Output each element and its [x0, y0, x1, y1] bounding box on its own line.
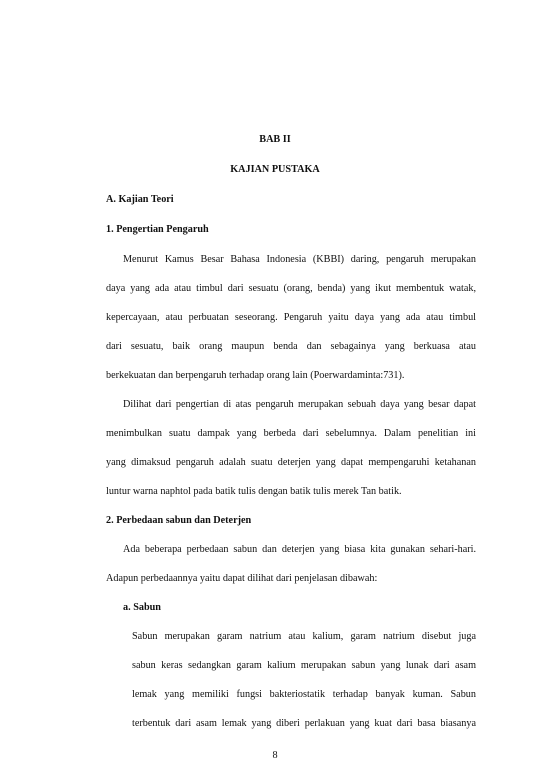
chapter-label: BAB II	[259, 134, 291, 145]
para1-line: daya yang ada atau timbul dari sesuatu (orang, benda) yang ikut membentuk watak,	[106, 283, 476, 294]
section-heading-a: A. Kajian Teori	[106, 194, 174, 205]
para2-line: yang dimaksud pengaruh adalah suatu deterjen yang dapat mempengaruhi ketahanan	[106, 457, 476, 468]
para2-line: luntur warna naphtol pada batik tulis dengan batik tulis merek Tan batik.	[106, 486, 402, 497]
para1-line: dari sesuatu, baik orang maupun benda dan sebagainya yang berkuasa atau	[106, 341, 476, 352]
subheading-2	[106, 514, 251, 527]
subheading-2-number: 2.	[106, 515, 114, 526]
page-number: 8	[272, 750, 278, 761]
para3-line: Ada beberapa perbedaan sabun dan deterjen yang biasa kita gunakan sehari-hari.	[123, 544, 476, 555]
para4-line: terbentuk dari asam lemak yang diberi perlakuan yang kuat dari basa biasanya	[132, 718, 476, 729]
para4-line: sabun keras sedangkan garam kalium merupakan sabun yang lunak dari asam	[132, 660, 476, 671]
list-item-a-heading	[123, 601, 161, 614]
para2-line: Dilihat dari pengertian di atas pengaruh merupakan sebuah daya yang besar dapat	[123, 399, 476, 410]
para1-line: kepercayaan, atau perbuatan seseorang. Pengaruh yaitu daya yang ada atau timbul	[106, 312, 476, 323]
list-item-a-title: Sabun	[133, 602, 161, 613]
subheading-1	[106, 223, 209, 236]
subheading-1-title: Pengertian Pengaruh	[116, 224, 209, 235]
para3-line: Adapun perbedaannya yaitu dapat dilihat dari penjelasan dibawah:	[106, 573, 378, 584]
para1-line: berkekuatan dan berpengaruh terhadap orang lain (Poerwardaminta:731).	[106, 370, 405, 381]
subheading-1-number: 1.	[106, 224, 114, 235]
para4-line: lemak yang memiliki fungsi bakteriostatik terhadap banyak kuman. Sabun	[132, 689, 476, 700]
para2-line: menimbulkan suatu dampak yang berbeda dari sebelumnya. Dalam penelitian ini	[106, 428, 476, 439]
para1-line: Menurut Kamus Besar Bahasa Indonesia (KBBI) daring, pengaruh merupakan	[123, 254, 476, 265]
chapter-title: KAJIAN PUSTAKA	[230, 164, 320, 175]
para4-line: Sabun merupakan garam natrium atau kalium, garam natrium disebut juga	[132, 631, 476, 642]
list-item-a-letter: a.	[123, 602, 131, 613]
subheading-2-title: Perbedaan sabun dan Deterjen	[116, 515, 252, 526]
